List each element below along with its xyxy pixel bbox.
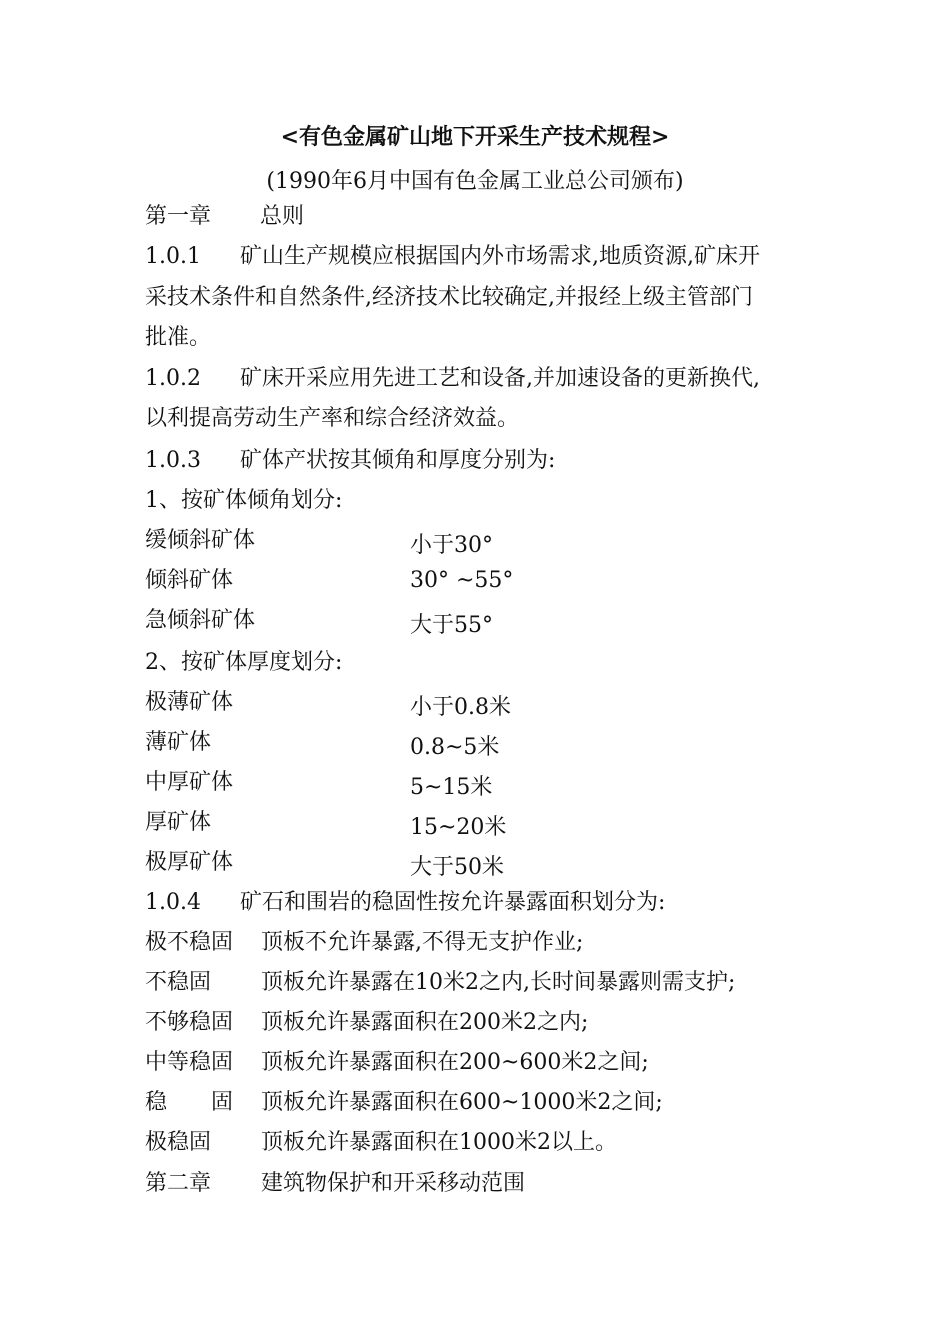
stability-row-value: 顶板允许暴露面积在200~600米2之间; [261, 1050, 649, 1075]
clause-1-0-2-number: 1.0.2 [145, 366, 201, 391]
chapter-1-heading [145, 204, 304, 230]
clause-1-0-3-text: 矿体产状按其倾角和厚度分别为: [240, 448, 556, 473]
thickness-row-value: 大于50米 [410, 855, 504, 880]
clause-1-0-1-number: 1.0.1 [145, 244, 201, 269]
stability-row-name: 稳 固 [145, 1090, 234, 1115]
stability-row-value: 顶板允许暴露在10米2之内,长时间暴露则需支护; [261, 970, 736, 995]
stability-row-value: 顶板允许暴露面积在200米2之内; [261, 1010, 589, 1035]
clause-1-0-1-text-1: 矿山生产规模应根据国内外市场需求,地质资源,矿床开 [240, 244, 760, 269]
chapter-2-label: 第二章 [145, 1171, 212, 1196]
dip-heading: 1、按矿体倾角划分: [145, 488, 343, 513]
dip-row-value: 大于55° [410, 613, 493, 638]
document-title: <有色金属矿山地下开采生产技术规程> [280, 124, 670, 150]
chapter-2-heading [145, 1171, 525, 1197]
thickness-row-value: 0.8~5米 [410, 735, 500, 760]
stability-row [145, 1050, 649, 1076]
dip-row-name: 倾斜矿体 [145, 568, 234, 593]
thickness-row-name: 薄矿体 [145, 730, 212, 755]
thickness-heading: 2、按矿体厚度划分: [145, 650, 343, 675]
chapter-1-label: 第一章 [145, 204, 212, 229]
dip-row-value: 30° ~55° [410, 568, 514, 593]
clause-1-0-1-line-2: 采技术条件和自然条件,经济技术比较确定,并报经上级主管部门 [145, 285, 753, 310]
thickness-row-value: 小于0.8米 [410, 695, 511, 720]
clause-1-0-4 [145, 890, 665, 916]
stability-row-name: 中等稳固 [145, 1050, 234, 1075]
thickness-row-value: 5~15米 [410, 775, 493, 800]
stability-row-name: 不稳固 [145, 970, 212, 995]
stability-row-value: 顶板允许暴露面积在600~1000米2之间; [261, 1090, 663, 1115]
thickness-row-name: 极薄矿体 [145, 690, 234, 715]
document-subtitle: (1990年6月中国有色金属工业总公司颁布) [266, 169, 684, 194]
clause-1-0-3-number: 1.0.3 [145, 448, 201, 473]
dip-row-value: 小于30° [410, 533, 493, 558]
stability-row-value: 顶板不允许暴露,不得无支护作业; [261, 930, 584, 955]
stability-row [145, 970, 735, 996]
stability-row [145, 930, 583, 956]
thickness-row-name: 厚矿体 [145, 810, 212, 835]
stability-row-name: 极稳固 [145, 1130, 212, 1155]
clause-1-0-4-text: 矿石和围岩的稳固性按允许暴露面积划分为: [240, 890, 666, 915]
dip-row-name: 急倾斜矿体 [145, 608, 256, 633]
clause-1-0-2-line-1 [145, 366, 760, 392]
chapter-1-title: 总则 [260, 204, 305, 229]
stability-row-value: 顶板允许暴露面积在1000米2以上。 [261, 1130, 617, 1155]
clause-1-0-2-text-1: 矿床开采应用先进工艺和设备,并加速设备的更新换代, [240, 366, 760, 391]
thickness-row-value: 15~20米 [410, 815, 507, 840]
stability-row [145, 1130, 617, 1156]
stability-row [145, 1010, 588, 1036]
clause-1-0-3 [145, 448, 555, 474]
clause-1-0-2-line-2: 以利提高劳动生产率和综合经济效益。 [145, 406, 520, 431]
thickness-row-name: 极厚矿体 [145, 850, 234, 875]
chapter-2-title: 建筑物保护和开采移动范围 [261, 1171, 526, 1196]
thickness-row-name: 中厚矿体 [145, 770, 234, 795]
stability-row-name: 不够稳固 [145, 1010, 234, 1035]
clause-1-0-4-number: 1.0.4 [145, 890, 201, 915]
clause-1-0-1-line-3: 批准。 [145, 325, 212, 350]
stability-row [145, 1090, 663, 1116]
dip-row-name: 缓倾斜矿体 [145, 528, 256, 553]
stability-row-name: 极不稳固 [145, 930, 234, 955]
clause-1-0-1-line-1 [145, 244, 760, 270]
